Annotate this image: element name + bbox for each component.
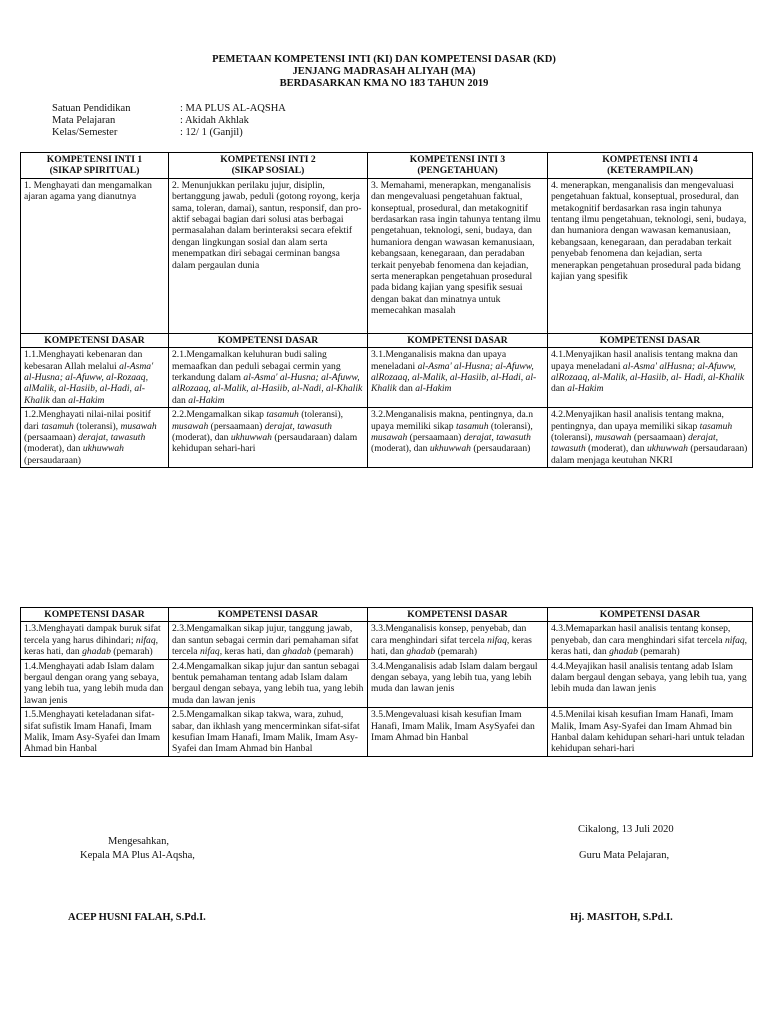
- kd-cell: 4.3.Memaparkan hasil analisis tentang konsep, penyebab, dan cara menghindari sifat tercela nifaq, keras hati, dan ghadab (pemarah): [548, 622, 753, 659]
- kd-header: KOMPETENSI DASAR: [169, 608, 368, 622]
- kd-cell: 2.1.Mengamalkan keluhuran budi saling memaafkan dan peduli sebagai cermin yang terkandung dalam al-Asma' al-Husna; al-Afuww, alRozaaq, al-Malik, al-Hasiib, al-Nadi, al-Khalik dan al-Hakim: [169, 348, 368, 408]
- ki-text-2: 2. Menunjukkan perilaku jujur, disiplin, bertanggung jawab, peduli (gotong royong, kerja sama, toleran, damai), santun, responsif, dan pro-aktif sebagai bagian dari solusi atas berbagai permasalahan dalam berinteraksi secara efektif dengan lingkungan sosial dan alam serta menempatkan diri sebagai cerminan bangsa dalam pergaulan dunia: [169, 178, 368, 333]
- kd-cell: 1.4.Menghayati adab Islam dalam bergaul dengan orang yang sebaya, yang lebih tua, yang lebih muda dan lawan jenis: [21, 659, 169, 708]
- teacher-title: Guru Mata Pelajaran,: [579, 850, 670, 861]
- kd-cell: 3.5.Mengevaluasi kisah kesufian Imam Hanafi, Imam Malik, Imam AsySyafei dan Imam Ahmad bin Hanbal: [368, 708, 548, 757]
- ki-header-2: KOMPETENSI INTI 2 (SIKAP SOSIAL): [169, 153, 368, 179]
- kd-header: KOMPETENSI DASAR: [368, 333, 548, 347]
- kd-row: [21, 622, 753, 659]
- kd-header-row: [21, 333, 753, 347]
- kd-header: KOMPETENSI DASAR: [21, 333, 169, 347]
- ki-header-1: KOMPETENSI INTI 1 (SIKAP SPIRITUAL): [21, 153, 169, 179]
- kd-cell: 1.2.Menghayati nilai-nilai positif dari tasamuh (toleransi), musawah (persaamaan) derajat, tawasuth (moderat), dan ukhuwwah (persaudaraan): [21, 408, 169, 468]
- kd-row: [21, 348, 753, 408]
- kd-header: KOMPETENSI DASAR: [169, 333, 368, 347]
- ki-header-4: KOMPETENSI INTI 4 (KETERAMPILAN): [548, 153, 753, 179]
- kd-header: KOMPETENSI DASAR: [368, 608, 548, 622]
- approval-label: Mengesahkan,: [108, 836, 169, 847]
- meta-kelas: Kelas/Semester : 12/ 1 (Ganjil): [52, 127, 243, 138]
- kd-cell: 4.1.Menyajikan hasil analisis tentang makna dan upaya meneladani al-Asma' alHusna; al-Afuww, alRozaaq, al-Malik, al-Hasiib, al- Hadi, al-Khalik dan al-Hakim: [548, 348, 753, 408]
- kd-header: KOMPETENSI DASAR: [21, 608, 169, 622]
- doc-title-line2: JENJANG MADRASAH ALIYAH (MA): [292, 66, 476, 77]
- kd-header: KOMPETENSI DASAR: [548, 333, 753, 347]
- principal-title: Kepala MA Plus Al-Aqsha,: [80, 850, 195, 861]
- doc-title-line3: BERDASARKAN KMA NO 183 TAHUN 2019: [279, 78, 489, 89]
- kd-cell: 2.3.Mengamalkan sikap jujur, tanggung jawab, dan santun sebagai cermin dari pemahaman sifat tercela nifaq, keras hati, dan ghadab (pemarah): [169, 622, 368, 659]
- meta-mapel: Mata Pelajaran : Akidah Akhlak: [52, 115, 249, 126]
- kd-cell: 3.4.Menganalisis adab Islam dalam bergaul dengan sebaya, yang lebih tua, yang lebih muda dan lawan jenis: [368, 659, 548, 708]
- kd-row: [21, 408, 753, 468]
- ki-text-3: 3. Memahami, menerapkan, menganalisis dan mengevaluasi pengetahuan faktual, konseptual, prosedural, dan metakognitif berdasarkan rasa ingin tahunya tentang ilmu pengetahuan, teknologi, seni, budaya, dan humaniora dengan wawasan kemanusiaan, kebangsaan, kenegaraan, dan peradaban terkait penyebab fenomena dan kejadian, serta menerapkan pengetahuan prosedural pada bidang kajian yang spesifik sesuai dengan bakat dan minatnya untuk memecahkan masalah: [368, 178, 548, 333]
- kd-cell: 4.4.Meyajikan hasil analisis tentang adab Islam dalam bergaul dengan sebaya, yang lebih tua, yang lebih muda dan lawan jenis: [548, 659, 753, 708]
- kd-cell: 1.5.Menghayati keteladanan sifat-sifat sufistik Imam Hanafi, Imam Malik, Imam Asy-Syafei dan Imam Ahmad bin Hanbal: [21, 708, 169, 757]
- teacher-name: Hj. MASITOH, S.Pd.I.: [570, 912, 673, 923]
- kd-cell: 3.3.Menganalisis konsep, penyebab, dan cara menghindari sifat tercela nifaq, keras hati, dan ghadab (pemarah): [368, 622, 548, 659]
- kd-cell: 3.2.Menganalisis makna, pentingnya, da.n upaya memiliki sikap tasamuh (toleransi), musawah (persaamaan) derajat, tawasuth (moderat), dan ukhuwwah (persaudaraan): [368, 408, 548, 468]
- kd-cell: 2.4.Mengamalkan sikap jujur dan santun sebagai bentuk pemahaman tentang adab Islam dalam bergaul dengan sebaya, yang lebih tua, yang lebih muda dan lawan jenis: [169, 659, 368, 708]
- ki-text-row: [21, 178, 753, 333]
- kd-cell: 3.1.Menganalisis makna dan upaya meneladani al-Asma' al-Husna; al-Afuww, alRozaaq, al-Malik, al-Hasiib, al-Hadi, al-Khalik dan al-Hakim: [368, 348, 548, 408]
- kd-cell: 1.3.Menghayati dampak buruk sifat tercela yang harus dihindari; nifaq, keras hati, dan ghadab (pemarah): [21, 622, 169, 659]
- kd-cell: 2.2.Mengamalkan sikap tasamuh (toleransi), musawah (persaamaan) derajat, tawasuth (moderat), dan ukhuwwah (persaudaraan) dalam kehidupan sehari-hari: [169, 408, 368, 468]
- ki-text-4: 4. menerapkan, menganalisis dan mengevaluasi pengetahuan faktual, konseptual, prosedural, dan metakognitif berdasarkan rasa ingin tahunya tentang ilmu pengetahuan, teknologi, seni, budaya, dan humaniora dengan wawasan kemanusiaan, kebangsaan, kenegaraan, dan peradaban terkait penyebab fenomena dan kejadian, serta menerapkan pengetahuan prosedural pada bidang kajian yang spesifik: [548, 178, 753, 333]
- kd-header-row: [21, 608, 753, 622]
- kd-row: [21, 659, 753, 708]
- kd-table-2: [20, 607, 753, 757]
- doc-title-line1: PEMETAAN KOMPETENSI INTI (KI) DAN KOMPETENSI DASAR (KD): [212, 54, 556, 65]
- place-date: Cikalong, 13 Juli 2020: [578, 824, 674, 835]
- kd-row: [21, 708, 753, 757]
- kd-cell: 1.1.Menghayati kebenaran dan kebesaran Allah melalui al-Asma' al-Husna; al-Afuww, al-Rozaaq, alMalik, al-Hasiib, al-Hadi, al-Khalik dan al-Hakim: [21, 348, 169, 408]
- ki-kd-table-1: [20, 152, 753, 468]
- ki-header-row: [21, 153, 753, 179]
- kd-cell: 4.2.Menyajikan hasil analisis tentang makna, pentingnya, dan upaya memiliki sikap tasamuh (toleransi), musawah (persaamaan) derajat, tawasuth (moderat), dan ukhuwwah (persaudaraan) dalam menjaga keutuhan NKRI: [548, 408, 753, 468]
- kd-cell: 2.5.Mengamalkan sikap takwa, wara, zuhud, sabar, dan ikhlash yang mencerminkan sifat-sifat kesufian Imam Hanafi, Imam Malik, Imam Asy-Syafei dan Imam Ahmad bin Hanbal: [169, 708, 368, 757]
- kd-cell: 4.5.Menilai kisah kesufian Imam Hanafi, Imam Malik, Imam Asy-Syafei dan Imam Ahmad bin Hanbal dalam kehidupan sehari-hari untuk teladan kehidupan sehari-hari: [548, 708, 753, 757]
- ki-text-1: 1. Menghayati dan mengamalkan ajaran agama yang dianutnya: [21, 178, 169, 333]
- ki-header-3: KOMPETENSI INTI 3 (PENGETAHUAN): [368, 153, 548, 179]
- meta-satuan: Satuan Pendidikan : MA PLUS AL-AQSHA: [52, 103, 286, 114]
- kd-header: KOMPETENSI DASAR: [548, 608, 753, 622]
- principal-name: ACEP HUSNI FALAH, S.Pd.I.: [68, 912, 206, 923]
